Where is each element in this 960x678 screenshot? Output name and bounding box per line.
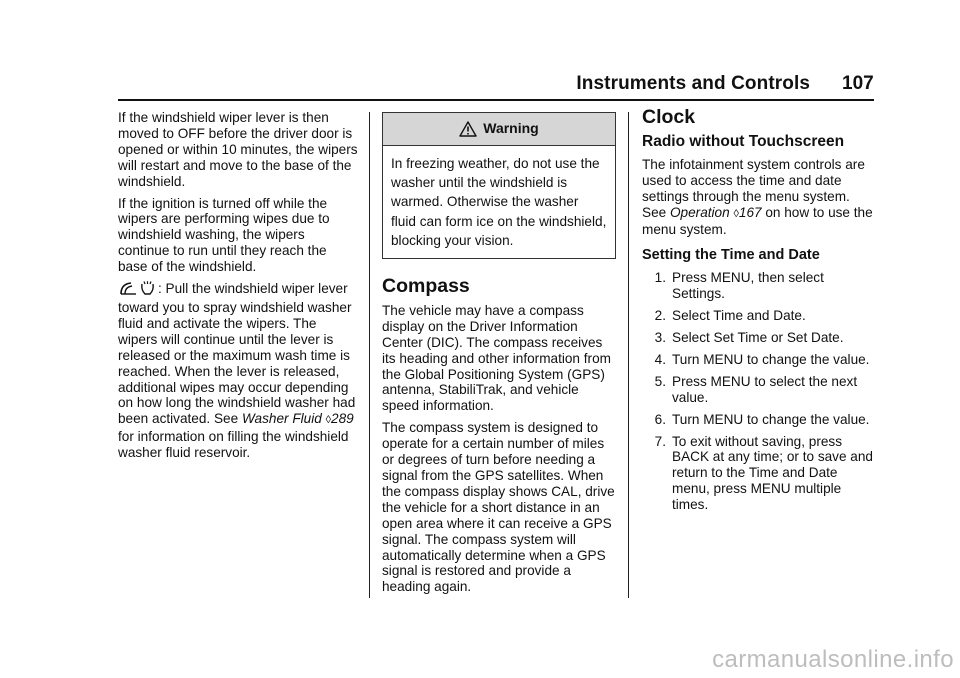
page-ref-arrow-icon: ◊ bbox=[325, 414, 332, 427]
warning-text: In freezing weather, do not use the washer until the windshield is warmed. Otherwise the washer fluid can form ice on the windshield, blocking your vision. bbox=[391, 156, 607, 248]
paragraph: The compass system is designed to operate for a certain number of miles or degrees of turn before needing a signal from the GPS satellites. When the compass display shows CAL, drive the vehicle for a short distance in an open area where it can receive a GPS signal. The compass system will automatically determine when a GPS signal is restored and provide a heading again. bbox=[382, 420, 615, 595]
warning-title: Warning bbox=[483, 120, 539, 137]
list-item: 4. Turn MENU to change the value. bbox=[654, 351, 870, 367]
washer-icon bbox=[118, 281, 158, 300]
list-item: 7. To exit without saving, press BACK at any time; or to save and return to the Time and Date menu, press MENU multiple times. bbox=[654, 433, 873, 513]
section-title: Instruments and Controls bbox=[576, 73, 810, 94]
list-item: 5. Press MENU to select the next value. bbox=[654, 373, 858, 405]
operation-link[interactable]: Operation bbox=[669, 204, 730, 220]
list-item: 1. Press MENU, then select Settings. bbox=[654, 270, 824, 302]
warning-header bbox=[383, 113, 615, 146]
page-ref[interactable]: 167 bbox=[738, 204, 762, 220]
warning-icon bbox=[459, 121, 477, 137]
column-right bbox=[642, 106, 874, 519]
page-ref-arrow-icon: ◊ bbox=[733, 207, 739, 220]
compass-heading: Compass bbox=[382, 275, 470, 298]
page-header bbox=[0, 0, 960, 100]
column-middle bbox=[382, 110, 616, 601]
steps-list bbox=[642, 270, 874, 513]
page-ref[interactable]: 289 bbox=[331, 411, 354, 427]
washer-fluid-link[interactable]: Washer Fluid bbox=[241, 411, 322, 427]
paragraph: The infotainment system controls are used to access the time and date settings through the menu system. See Operation ◊167 on how to use the menu system. bbox=[642, 156, 873, 238]
list-item: 3. Select Set Time or Set Date. bbox=[654, 329, 844, 345]
paragraph: : Pull the windshield wiper lever toward you to spray windshield washer fluid and activate the wipers. The wipers will continue until the lever is released or the maximum wash time is reached. When the lever is released, additional wipes may occur depending on how long the windshield washer had been activated. See Washer Fluid ◊289 for information on filling the windshield washer fluid reservoir. bbox=[118, 281, 356, 461]
paragraph: The vehicle may have a compass display on the Driver Information Center (DIC). The compass receives its heading and other information from the Global Positioning System (GPS) antenna, StabiliTrak, and vehicle speed information. bbox=[382, 302, 611, 414]
watermark: carmanualsonline.info bbox=[712, 646, 954, 673]
page-number: 107 bbox=[842, 73, 874, 94]
radio-heading: Radio without Touchscreen bbox=[642, 132, 845, 150]
header-rule bbox=[118, 99, 874, 101]
list-item: 6. Turn MENU to change the value. bbox=[654, 411, 870, 427]
setting-heading: Setting the Time and Date bbox=[642, 247, 820, 264]
list-item: 2. Select Time and Date. bbox=[654, 308, 806, 324]
column-left bbox=[118, 110, 358, 467]
column-divider bbox=[369, 112, 370, 598]
warning-box bbox=[382, 112, 616, 259]
paragraph: If the windshield wiper lever is then moved to OFF before the driver door is opened or within 10 minutes, the wipers will restart and move to the base of the windshield. bbox=[118, 110, 358, 189]
clock-heading: Clock bbox=[642, 106, 696, 128]
column-divider bbox=[628, 112, 629, 598]
paragraph: If the ignition is turned off while the wipers are performing wipes due to windshield washing, the wipers continue to run until they reach the base of the windshield. bbox=[118, 195, 330, 275]
